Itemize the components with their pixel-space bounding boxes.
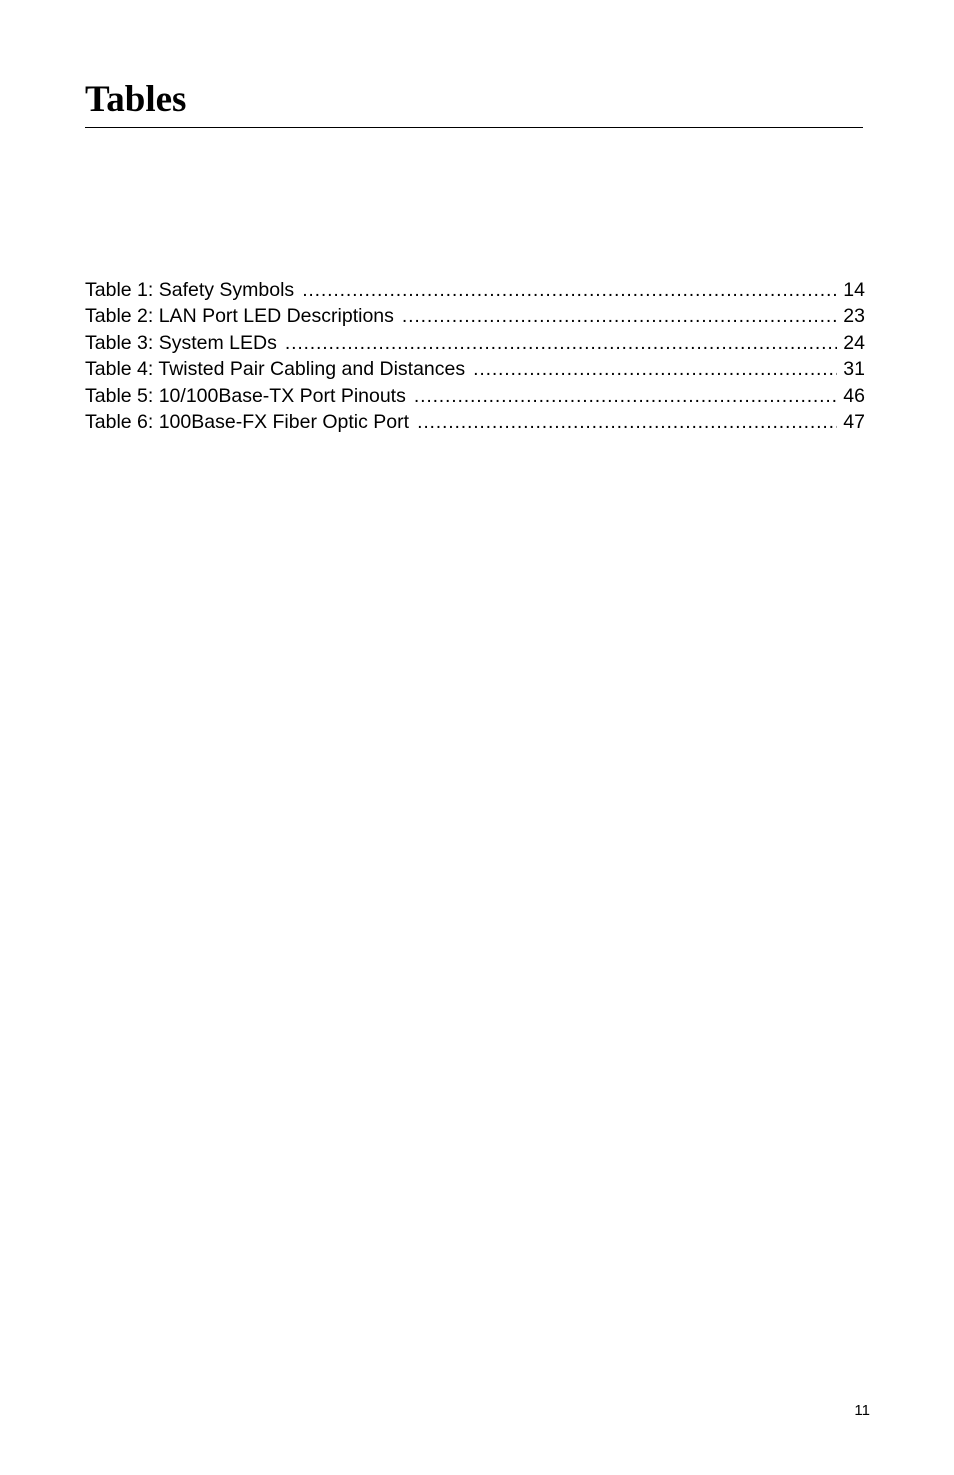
- dot-leader: [285, 330, 837, 356]
- toc-entry-page: 46: [843, 384, 865, 407]
- toc-entry[interactable]: [85, 330, 865, 356]
- toc-entry-title: Table 4: Twisted Pair Cabling and Distances: [85, 358, 466, 381]
- title-underline: [85, 127, 863, 128]
- toc-entry-title: Table 2: LAN Port LED Descriptions: [85, 305, 394, 328]
- toc-entry-title: Table 5: 10/100Base-TX Port Pinouts: [85, 384, 406, 407]
- dot-leader: [414, 383, 837, 409]
- dot-leader: [473, 356, 837, 382]
- toc-entry[interactable]: [85, 409, 865, 435]
- toc-entry-page: 47: [843, 410, 865, 433]
- toc-entry[interactable]: [85, 383, 865, 409]
- toc-entry[interactable]: [85, 356, 865, 382]
- toc-entry-page: 14: [843, 279, 865, 301]
- page-number: 11: [854, 1402, 870, 1419]
- toc-entry[interactable]: [85, 277, 865, 303]
- list-of-tables: [85, 277, 865, 435]
- dot-leader: [417, 409, 837, 435]
- page-title: Tables: [85, 79, 187, 120]
- toc-entry-title: Table 1: Safety Symbols: [85, 279, 295, 301]
- dot-leader: [302, 277, 837, 303]
- toc-entry-page: 24: [843, 331, 865, 354]
- toc-entry[interactable]: [85, 303, 865, 329]
- toc-entry-title: Table 3: System LEDs: [85, 331, 277, 354]
- toc-entry-page: 31: [843, 358, 865, 381]
- dot-leader: [402, 303, 837, 329]
- toc-entry-page: 23: [843, 305, 865, 328]
- toc-entry-title: Table 6: 100Base-FX Fiber Optic Port: [85, 410, 410, 433]
